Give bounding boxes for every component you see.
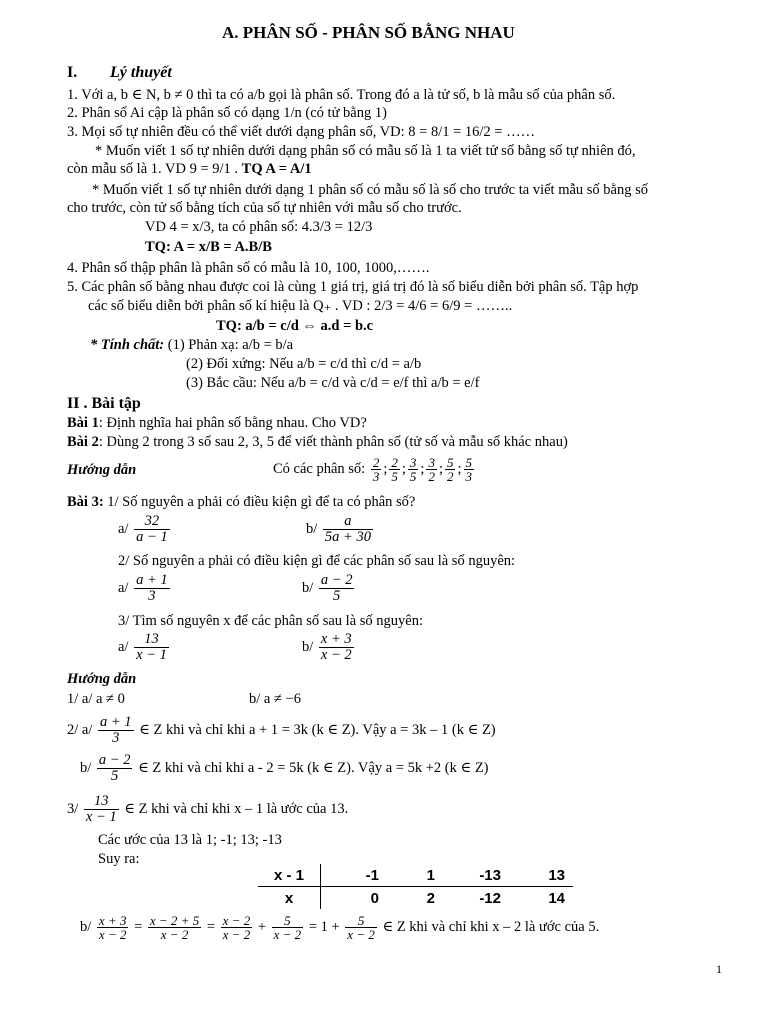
properties-line-1 [90, 336, 293, 354]
item-label: b/ [80, 919, 92, 935]
theory-note-1: * Muốn viết 1 số tự nhiên dưới dạng phân số có mẫu số là 1 ta viết tử số bằng số tự nhiên đó, [95, 143, 636, 159]
denominator: x − 2 [98, 927, 127, 943]
table-row [258, 887, 573, 910]
page-title: A. PHÂN SỐ - PHÂN SỐ BẰNG NHAU [222, 23, 515, 42]
theory-note-2: * Muốn viết 1 số tự nhiên dưới dạng 1 phân số có mẫu số là số cho trước ta viết mẫu số bằng số [92, 182, 648, 198]
numerator: 5 [446, 455, 454, 471]
fraction [134, 514, 170, 545]
item-label: a/ [118, 638, 129, 655]
numerator: a − 2 [320, 572, 353, 588]
numerator: 5 [272, 914, 304, 928]
exercise-2-label: Bài 2 [67, 434, 99, 450]
numerator: 32 [134, 514, 170, 530]
table-cell: 1 [387, 864, 443, 887]
denominator: 5 [391, 469, 398, 485]
guide-label-3: Hướng dẫn [67, 671, 137, 687]
item-label: 2/ a/ [67, 722, 93, 738]
exercise-3-q1: 1/ Số nguyên a phải có điều kiện gì để ta có phân số? [107, 494, 416, 510]
table-row [258, 864, 573, 887]
table-cell: -13 [443, 864, 509, 887]
theory-item-5-cont: các số biểu diễn bởi phân số kí hiệu là Q₊ . VD : 2/3 = 4/6 = 6/9 = …….. [88, 298, 513, 314]
table-cell: 13 [509, 864, 573, 887]
numerator: 5 [465, 455, 472, 471]
exercise-3-1b [306, 514, 375, 545]
item-label: b/ [302, 638, 314, 655]
exercise-3-2a [118, 573, 172, 604]
fraction [272, 914, 304, 941]
denominator: 3 [148, 588, 156, 604]
table-cell: -1 [321, 864, 388, 887]
theory-item-2: 2. Phân số Ai cập là phân số có dạng 1/n (có tử bằng 1) [67, 105, 387, 121]
item-label: 3/ [67, 801, 79, 817]
theory-example: còn mẫu số là 1. VD 9 = 9/1 . [67, 161, 242, 177]
denominator: 5 [111, 768, 119, 785]
property-symmetric: (2) Đối xứng: Nếu a/b = c/d thì c/d = a/b [186, 356, 422, 372]
exercise-3-3b [302, 632, 356, 663]
fraction [221, 914, 253, 941]
exercise-1-text: : Định nghĩa hai phân số bằng nhau. Cho VD? [98, 415, 367, 431]
denominator: 2 [428, 469, 435, 485]
theory-item-1: 1. Với a, b ∈ N, b ≠ 0 thì ta có a/b gọi là phân số. Trong đó a là tử số, b là mẫu số của phân số. [67, 87, 616, 103]
fraction [371, 456, 382, 483]
properties-label: * Tính chất: [90, 337, 165, 353]
numerator: a + 1 [136, 572, 168, 588]
numerator: x − 2 + 5 [149, 913, 200, 929]
numerator: 2 [372, 455, 380, 471]
denominator: 5a + 30 [324, 529, 371, 545]
item-label: a/ [118, 579, 129, 596]
solution-1b: b/ a ≠ −6 [249, 691, 301, 707]
solution-3-therefore: Suy ra: [98, 851, 140, 867]
exercise-3-label: Bài 3: [67, 494, 104, 510]
numerator: 13 [134, 632, 169, 648]
exercise-1-label: Bài 1 [67, 415, 99, 431]
guide-2-fractions [273, 452, 476, 486]
separator: ; [457, 461, 462, 477]
fraction [134, 632, 169, 663]
separator: ; [401, 461, 406, 477]
fraction [134, 573, 170, 604]
solution-3-text: ∈ Z khi và chỉ khi x – 1 là ước của 13. [124, 801, 349, 817]
equals-sign: = [134, 919, 143, 935]
property-transitive: (3) Bắc cầu: Nếu a/b = c/d và c/d = e/f thì a/b = e/f [186, 375, 480, 391]
page-number: 1 [716, 962, 722, 976]
fraction [426, 456, 437, 483]
section-heading-theory: Lý thuyết [110, 64, 172, 81]
table-row-header: x [258, 887, 321, 910]
separator: ; [383, 461, 388, 477]
separator: ; [420, 461, 425, 477]
theory-note-1-cont [67, 160, 312, 178]
solution-3 [67, 791, 348, 827]
numerator: 2 [391, 455, 398, 471]
exercise-3-q3: 3/ Tìm số nguyên x để các phân số sau là số nguyên: [118, 613, 423, 629]
denominator: a − 1 [136, 529, 168, 545]
denominator: x − 2 [273, 927, 302, 943]
theory-item-5: 5. Các phân số bằng nhau được coi là cùng 1 giá trị, giá trị đó là số biểu diễn bởi phân số. Tập hợp [67, 279, 639, 295]
separator: ; [438, 461, 443, 477]
fraction [464, 456, 475, 483]
exercise-3-3a [118, 632, 171, 663]
fraction [84, 794, 119, 825]
fraction [408, 456, 419, 483]
table-cell: 14 [548, 889, 565, 907]
denominator: 3 [465, 469, 472, 485]
section-number: I. [67, 64, 78, 81]
exercise-1 [67, 414, 367, 432]
denominator: 2 [446, 469, 454, 485]
fraction [319, 632, 354, 663]
numerator: a [323, 514, 373, 530]
exercise-2-text: : Dùng 2 trong 3 số sau 2, 3, 5 để viết thành phân số (tử số và mẫu số khác nhau) [98, 434, 568, 450]
table-cell: 0 [370, 889, 379, 907]
solution-3b-text: ∈ Z khi và chỉ khi x – 2 là ước của 5. [382, 919, 600, 935]
solution-2b [80, 750, 489, 786]
equals-sign: = [206, 919, 216, 935]
numerator: 5 [345, 914, 377, 928]
fraction [389, 456, 400, 483]
numerator: a + 1 [100, 714, 132, 731]
numerator: 13 [84, 794, 119, 810]
fraction [98, 715, 134, 746]
solution-2a-text: ∈ Z khi và chỉ khi a + 1 = 3k (k ∈ Z). Vậy a = 3k – 1 (k ∈ Z) [139, 722, 496, 738]
solution-2a [67, 712, 496, 748]
theory-note-2-cont: cho trước, còn tử số bằng tích của số tự nhiên với mẫu số cho trước. [67, 200, 462, 216]
fraction [319, 573, 355, 604]
numerator: x + 3 [98, 913, 127, 929]
numerator: x − 2 [222, 913, 251, 929]
fraction [148, 914, 201, 941]
theory-general-form-3: TQ: a/b = c/d ⇔ a.d = b.c [216, 318, 374, 334]
fraction [445, 456, 456, 483]
guide-label-2: Hướng dẫn [67, 462, 137, 478]
fraction [97, 914, 129, 941]
numerator: 3 [428, 455, 435, 471]
solution-3b [80, 909, 599, 945]
denominator: 3 [112, 730, 120, 747]
numerator: 3 [409, 455, 417, 471]
fraction [345, 914, 377, 941]
table-cell: 2 [426, 889, 435, 907]
numerator: a − 2 [98, 752, 131, 769]
exercise-3-q2: 2/ Số nguyên a phải có điều kiện gì để các phân số sau là số nguyên: [118, 553, 516, 569]
exercise-3-2b [302, 573, 356, 604]
solution-3-divisors: Các ước của 13 là 1; -1; 13; -13 [98, 832, 282, 848]
exercise-3 [67, 493, 415, 511]
solution-2b-text: ∈ Z khi và chỉ khi a - 2 = 5k (k ∈ Z). Vậy a = 5k +2 (k ∈ Z) [138, 760, 489, 776]
fraction [323, 514, 373, 545]
exercise-2 [67, 433, 568, 451]
numerator: x + 3 [320, 631, 352, 647]
item-label: b/ [306, 520, 318, 537]
item-label: b/ [302, 579, 314, 596]
denominator: 5 [409, 469, 417, 485]
theory-general-form: TQ A = A/1 [241, 161, 312, 177]
denominator: x − 2 [347, 927, 375, 943]
denominator: x − 2 [320, 647, 352, 663]
item-label: b/ [80, 760, 92, 776]
theory-example-2: VD 4 = x/3, ta có phân số: 4.3/3 = 12/3 [145, 219, 373, 235]
theory-general-form-2: TQ: A = x/B = A.B/B [145, 239, 272, 255]
guide-2-text: Có các phân số: [273, 461, 366, 477]
fraction-list [369, 455, 476, 485]
section-heading-exercises: II . Bài tập [67, 395, 141, 412]
solution-1a: 1/ a/ a ≠ 0 [67, 691, 125, 707]
property-reflexive: (1) Phản xạ: a/b = b/a [167, 337, 294, 353]
denominator: x − 1 [136, 647, 167, 663]
denominator: 3 [372, 469, 380, 485]
denominator: x − 2 [160, 927, 189, 943]
denominator: 5 [333, 588, 341, 604]
denominator: x − 2 [222, 927, 251, 943]
denominator: x − 1 [85, 809, 117, 826]
item-label: a/ [118, 520, 129, 537]
fraction [97, 753, 133, 784]
exercise-3-1a [118, 514, 172, 545]
equals-one-plus: = 1 + [308, 919, 340, 935]
theory-item-3: 3. Mọi số tự nhiên đều có thể viết dưới dạng phân số, VD: 8 = 8/1 = 16/2 = …… [67, 124, 536, 140]
plus-sign: + [257, 919, 267, 935]
table-row-header: x - 1 [258, 864, 321, 887]
theory-item-4: 4. Phân số thập phân là phân số có mẫu là 10, 100, 1000,……. [67, 260, 430, 276]
values-table [258, 864, 573, 909]
table-cell: -12 [479, 889, 501, 907]
